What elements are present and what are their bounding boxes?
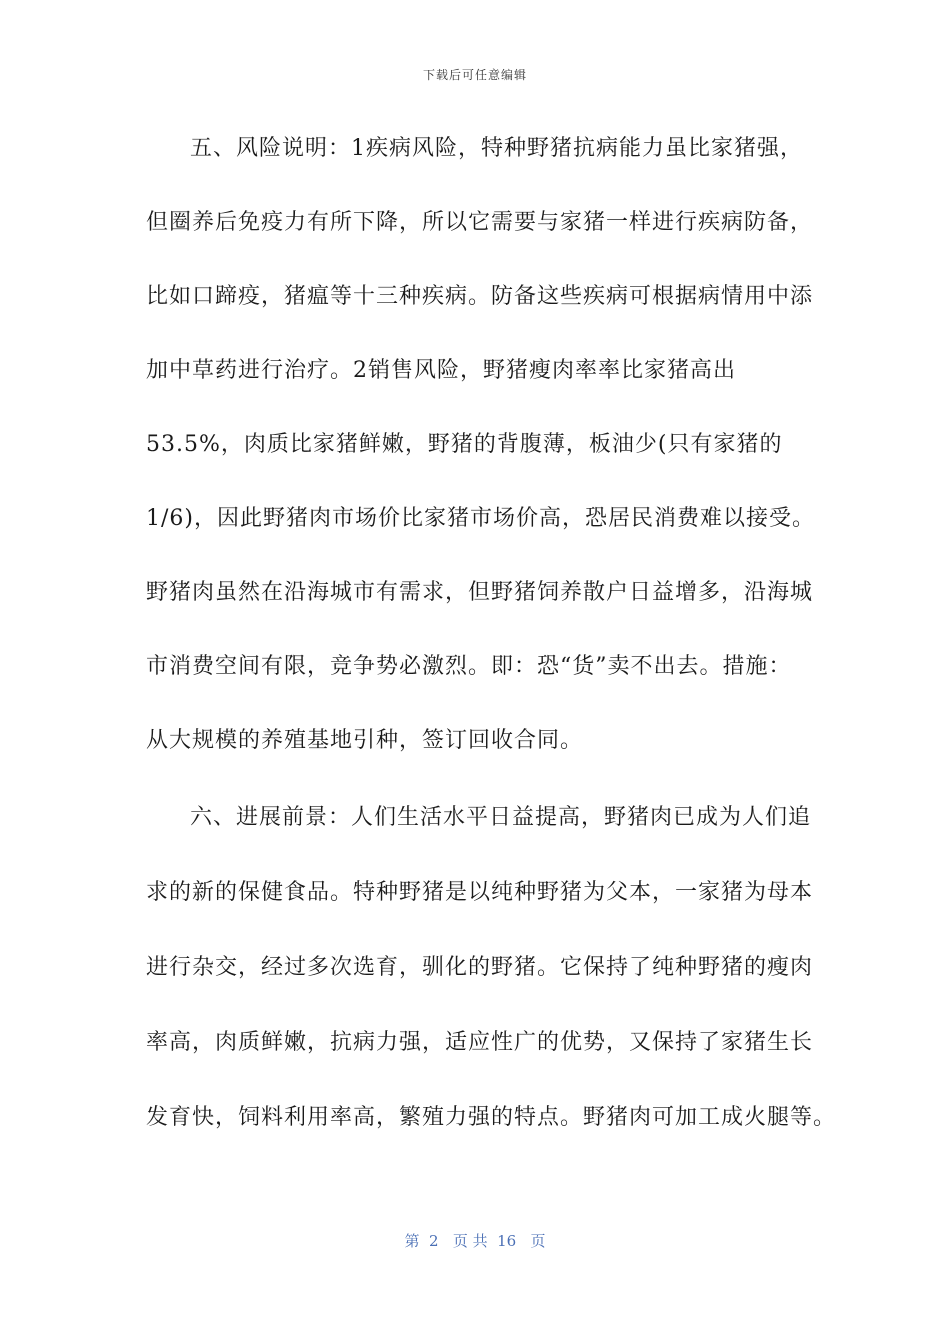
paragraph-2-line-1: 六、进展前景：人们生活水平日益提高，野猪肉已成为人们追 <box>190 805 812 830</box>
page-number-footer: 第 2 页 共 16 页 <box>404 1232 546 1250</box>
paragraph-2-line-3: 进行杂交，经过多次选育，驯化的野猪。它保持了纯种野猪的瘦肉 <box>146 955 814 980</box>
paragraph-1-line-3: 比如口蹄疫，猪瘟等十三种疾病。防备这些疾病可根据病情用中添 <box>146 284 814 309</box>
paragraph-1-line-7: 野猪肉虽然在沿海城市有需求，但野猪饲养散户日益增多，沿海城 <box>146 580 814 605</box>
paragraph-1-line-9: 从大规模的养殖基地引种，签订回收合同。 <box>146 728 584 753</box>
paragraph-2-line-5: 发育快，饲料利用率高，繁殖力强的特点。野猪肉可加工成火腿等。 <box>146 1105 837 1130</box>
page-header: 下载后可任意编辑 <box>422 68 527 82</box>
paragraph-1-line-1: 五、风险说明：1疾病风险，特种野猪抗病能力虽比家猪强， <box>190 136 803 161</box>
paragraph-1-line-2: 但圈养后免疫力有所下降，所以它需要与家猪一样进行疾病防备， <box>146 210 814 235</box>
paragraph-1-line-8: 市消费空间有限，竞争势必激烈。即：恐“货”卖不出去。措施： <box>146 654 792 679</box>
paragraph-2-line-2: 求的新的保健食品。特种野猪是以纯种野猪为父本，一家猪为母本 <box>146 880 814 905</box>
paragraph-2-line-4: 率高，肉质鲜嫩，抗病力强，适应性广的优势，又保持了家猪生长 <box>146 1030 814 1055</box>
paragraph-1-line-4: 加中草药进行治疗。2销售风险，野猪瘦肉率率比家猪高出 <box>146 358 736 383</box>
paragraph-1-line-6: 1/6)，因此野猪肉市场价比家猪市场价高，恐居民消费难以接受。 <box>146 506 815 531</box>
paragraph-1-line-5: 53.5%，肉质比家猪鲜嫩，野猪的背腹薄，板油少(只有家猪的 <box>146 432 783 457</box>
